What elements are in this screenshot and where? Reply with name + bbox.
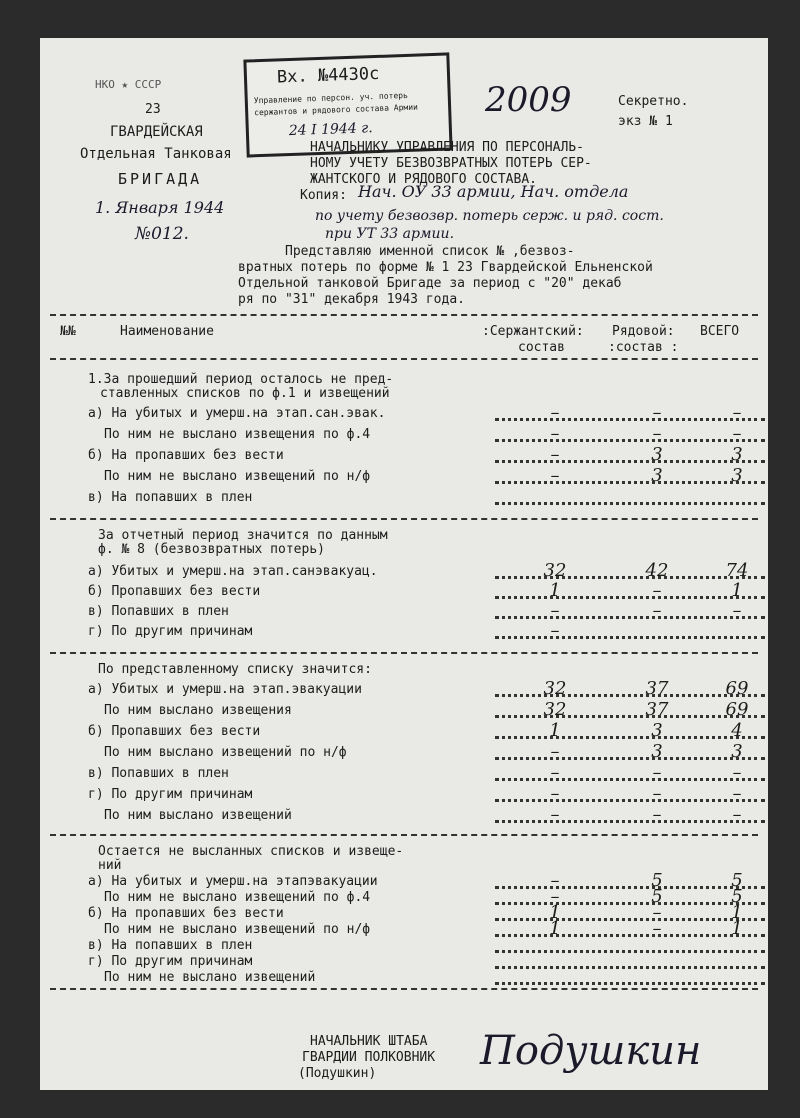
signature-name: (Подушкин) [298,1066,377,1081]
brigade-line2: Отдельная Танковая [80,146,232,162]
section3-title: По представленному списку значится: [98,662,372,677]
total-value: 3 [731,741,743,762]
total-value: 1 [731,902,743,923]
row-label: в) На попавших в плен [88,490,253,505]
section1-title: ставленных списков по ф.1 и извещений [100,386,390,401]
dotted-leader [495,502,765,505]
section-rule [50,834,758,836]
ryad-value: 3 [651,720,663,741]
table-row [40,490,768,510]
row-label: По ним выслано извещений по н/ф [104,745,347,760]
row-label: По ним не выслано извещений по ф.4 [104,890,371,905]
addressee-line1: НАЧАЛЬНИКУ УПРАВЛЕНИЯ ПО ПЕРСОНАЛЬ- [310,140,584,155]
brigade-date: 1. Января 1944 [95,198,225,217]
stamp-sub1: Управление по персон. уч. потерь [253,90,408,106]
row-label: По ним не выслано извещения по ф.4 [104,427,371,442]
section4-title: Остается не высланных списков и извеще- [98,844,404,859]
row-label: в) Попавших в плен [88,604,229,619]
table-row [40,620,768,644]
serg-value: 1 [549,720,561,741]
ryad-value: – [652,902,662,923]
row-label: г) По другим причинам [88,954,253,969]
total-value: – [732,423,742,444]
ryad-value: – [652,783,662,804]
signature-title: НАЧАЛЬНИК ШТАБА [310,1034,428,1049]
ryad-value: 3 [651,741,663,762]
row-label: а) На убитых и умерш.на этап.сан.эвак. [88,406,386,421]
total-value: 69 [725,678,749,699]
total-value: 74 [725,560,749,581]
handwritten-number: 2009 [485,80,572,120]
total-value: 3 [731,465,743,486]
ryad-value: – [652,804,662,825]
row-label: а) На убитых и умерш.на этапэвакуации [88,874,378,889]
intro-line3: Отдельной танковой Бригаде за период с "20" декаб [238,276,622,291]
ryad-value: 37 [645,678,669,699]
serg-value: 32 [543,699,567,720]
dotted-leader [495,982,765,985]
intro-line1: Представляю именной список № ,безвоз- [285,244,575,259]
serg-value: – [550,444,560,465]
stamp-date: 24 I 1944 г. [288,120,373,140]
row-label: а) Убитых и умерш.на этап.эвакуации [88,682,362,697]
col-ryad2: :состав : [608,340,679,355]
section2-title: ф. № 8 (безвозвратных потерь) [98,542,325,557]
row-label: а) Убитых и умерш.на этап.санэвакуац. [88,564,378,579]
total-value: – [732,762,742,783]
table-row [40,600,768,624]
intro-line4: ря по "31" декабря 1943 года. [238,292,465,307]
handwritten-signature: Подушкин [480,1028,702,1074]
header-rule-bottom [50,358,758,360]
intro-line2: вратных потерь по форме № 1 23 Гвардейской Ельненской [238,260,653,275]
copy-recipient-2: по учету безвозвр. потерь серж. и ряд. сост. [315,208,664,224]
row-label: По ним не выслано извещений по н/ф [104,922,371,937]
ryad-value: – [652,918,662,939]
total-value: – [732,402,742,423]
total-value: 4 [731,720,743,741]
serg-value: – [550,620,560,641]
total-value: 1 [731,918,743,939]
col-name: Наименование [120,324,214,339]
copy-number: экз № 1 [618,114,673,129]
ryad-value: 3 [651,465,663,486]
ryad-value: – [652,762,662,783]
copy-recipient-3: при УТ 33 армии. [325,226,455,242]
document-page [40,38,768,1090]
section2-title: За отчетный период значится по данным [98,528,388,543]
row-label: б) Пропавших без вести [88,724,261,739]
brigade-line3: БРИГАДА [118,170,203,188]
copy-recipient-1: Нач. ОУ 33 армии, Нач. отдела [358,182,629,201]
col-num: №№ [60,324,76,339]
serg-value: 1 [549,580,561,601]
col-serg: :Сержантский: [482,324,584,339]
serg-value: 1 [549,918,561,939]
brigade-ref: №012. [135,224,189,244]
addressee-line2: НОМУ УЧЕТУ БЕЗВОЗВРАТНЫХ ПОТЕРЬ СЕР- [310,156,592,171]
serg-value: 32 [543,560,567,581]
signature-rank: ГВАРДИИ ПОЛКОВНИК [302,1050,436,1065]
ryad-value: – [652,600,662,621]
stamp-number: Вх. №4430с [276,63,380,88]
total-value: 5 [731,870,743,891]
row-label: По ним не выслано извещений [104,970,316,985]
ryad-value: – [652,580,662,601]
table-row [40,970,768,990]
serg-value: – [550,600,560,621]
total-value: 1 [731,580,743,601]
serg-value: – [550,783,560,804]
dotted-leader [495,950,765,953]
row-label: По ним не выслано извещений по н/ф [104,469,371,484]
serg-value: – [550,741,560,762]
row-label: По ним выслано извещений [104,808,292,823]
dotted-leader [495,966,765,969]
row-label: б) На пропавших без вести [88,906,284,921]
serg-value: – [550,402,560,423]
secret-label: Секретно. [618,94,689,109]
section-rule [50,652,758,654]
serg-value: – [550,804,560,825]
ryad-value: 5 [651,870,663,891]
col-total: ВСЕГО [700,324,740,339]
serg-value: – [550,465,560,486]
row-label: б) На пропавших без вести [88,448,284,463]
col-ryad: Рядовой: [612,324,675,339]
header-rule-top [50,314,758,316]
row-label: г) По другим причинам [88,787,253,802]
addressee-line3: ЖАНТСКОГО И РЯДОВОГО СОСТАВА. [310,172,537,187]
row-label: По ним выслано извещения [104,703,292,718]
total-value: 69 [725,699,749,720]
total-value: – [732,783,742,804]
emblem-line: НКО ★ СССР [95,78,162,91]
col-serg2: состав [518,340,565,355]
ryad-value: 37 [645,699,669,720]
total-value: – [732,804,742,825]
serg-value: 32 [543,678,567,699]
serg-value: – [550,870,560,891]
section4-title: ний [98,858,122,873]
row-label: г) По другим причинам [88,624,253,639]
copy-label: Копия: [300,188,347,203]
serg-value: – [550,423,560,444]
ryad-value: 5 [651,886,663,907]
section-rule [50,518,758,520]
table-row [40,465,768,489]
ryad-value: – [652,423,662,444]
total-value: – [732,600,742,621]
total-value: 5 [731,886,743,907]
stamp-sub2: сержантов и рядового состава Армии [254,102,419,118]
ryad-value: – [652,402,662,423]
brigade-number: 23 [145,102,161,117]
ryad-value: 3 [651,444,663,465]
brigade-line1: ГВАРДЕЙСКАЯ [110,124,203,140]
ryad-value: 42 [645,560,669,581]
row-label: в) На попавших в плен [88,938,253,953]
row-label: б) Пропавших без вести [88,584,261,599]
serg-value: – [550,762,560,783]
table-row [40,804,768,828]
serg-value: – [550,886,560,907]
row-label: в) Попавших в плен [88,766,229,781]
total-value: 3 [731,444,743,465]
serg-value: 1 [549,902,561,923]
section1-title: 1.За прошедший период осталось не пред- [88,372,394,387]
